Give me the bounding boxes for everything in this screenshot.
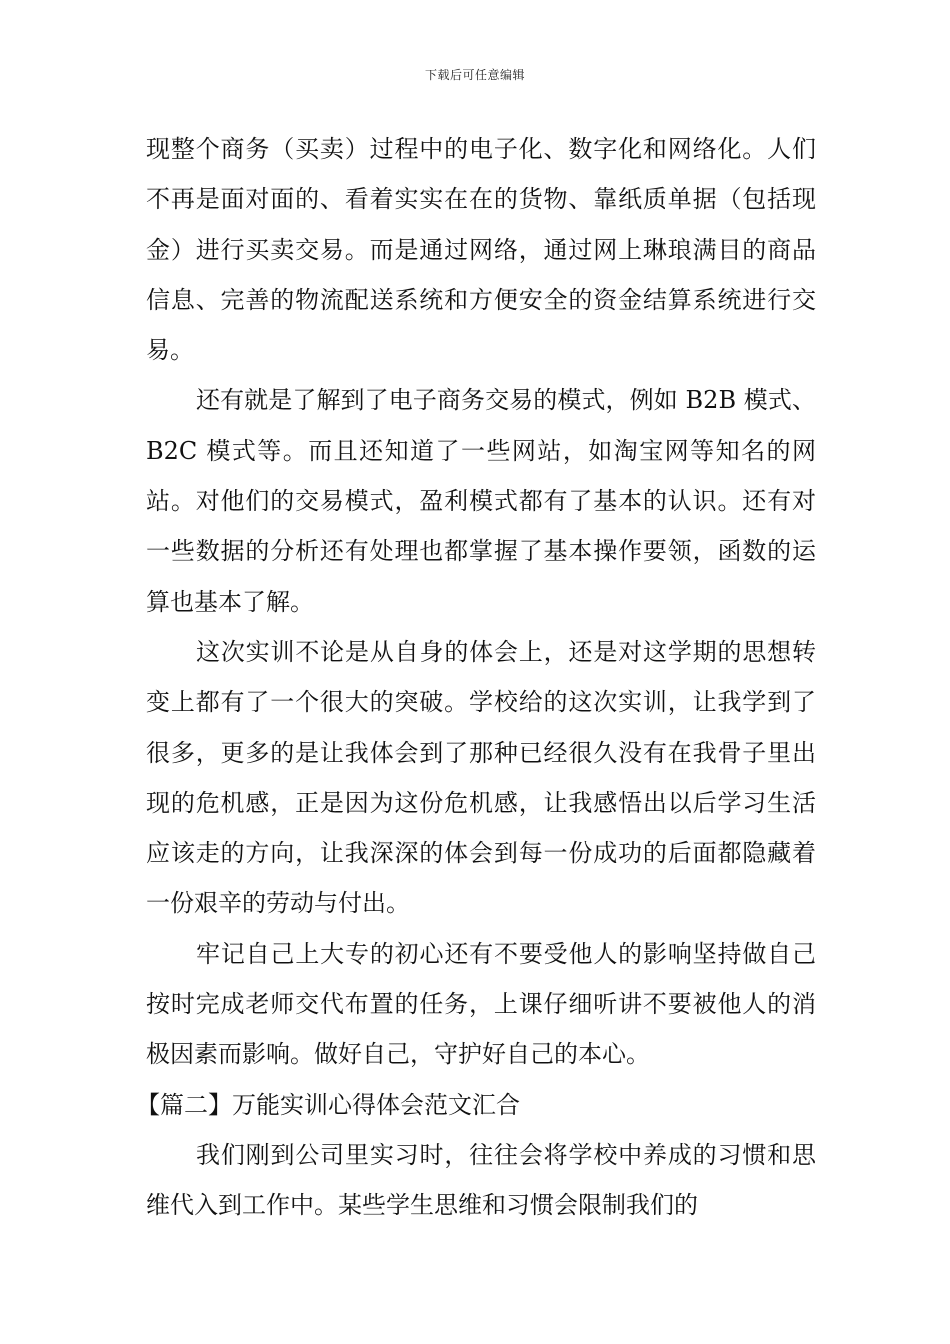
section-paragraph-1: 我们刚到公司里实习时，往往会将学校中养成的习惯和思维代入到工作中。某些学生思维和习惯会限制我们的 <box>146 1140 816 1220</box>
paragraph-3: 这次实训不论是从自身的体会上，还是对这学期的思想转变上都有了一个很大的突破。学校给的这次实训，让我学到了很多，更多的是让我体会到了那种已经很久没有在我骨子里出现的危机感，正是因为这份危机感，让我感悟出以后学习生活应该走的方向，让我深深的体会到每一份成功的后面都隐藏着一份艰辛的劳动与付出。 <box>146 637 816 918</box>
paragraph-1: 现整个商务（买卖）过程中的电子化、数字化和网络化。人们不再是面对面的、看着实实在在的货物、靠纸质单据（包括现金）进行买卖交易。而是通过网络，通过网上琳琅满目的商品信息、完善的物流配送系统和方便安全的资金结算系统进行交易。 <box>146 135 816 365</box>
paragraph-2: 还有就是了解到了电子商务交易的模式，例如 B2B 模式、B2C 模式等。而且还知道了一些网站，如淘宝网等知名的网站。对他们的交易模式，盈利模式都有了基本的认识。还有对一些数据的分析还有处理也都掌握了基本操作要领，函数的运算也基本了解。 <box>146 386 816 616</box>
section-heading: 【篇二】万能实训心得体会范文汇合 <box>136 1090 520 1119</box>
page-header: 下载后可任意编辑 <box>424 68 525 82</box>
document-body <box>136 124 816 1231</box>
paragraph-4: 牢记自己上大专的初心还有不要受他人的影响坚持做自己按时完成老师交代布置的任务，上课仔细听讲不要被他人的消极因素而影响。做好自己，守护好自己的本心。 <box>146 939 816 1069</box>
